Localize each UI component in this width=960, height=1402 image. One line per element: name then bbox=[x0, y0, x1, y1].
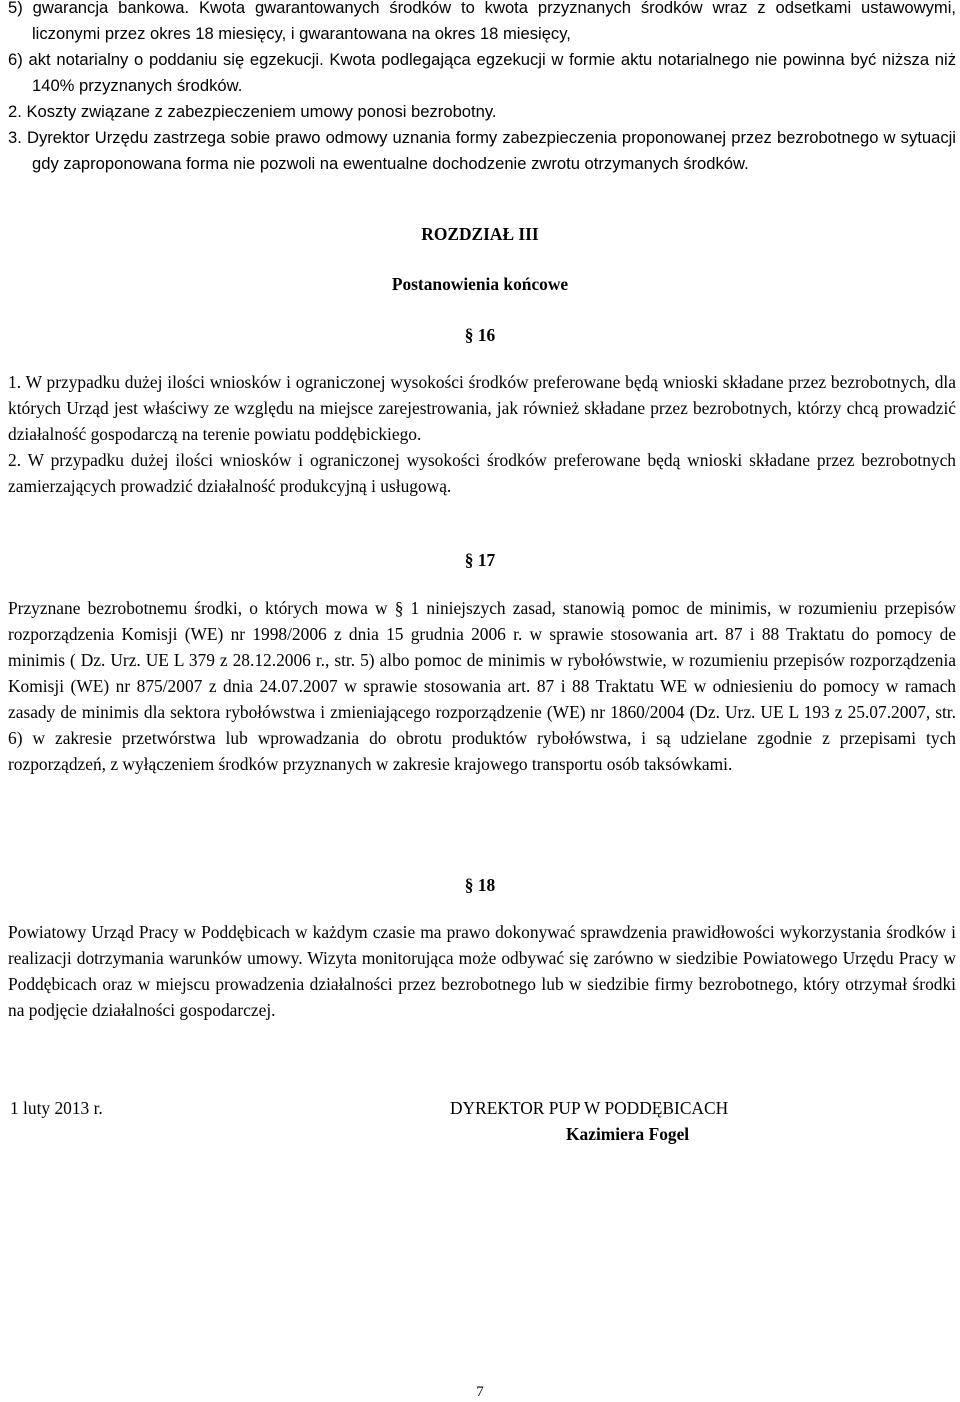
section-16-paragraph-1: 1. W przypadku dużej ilości wniosków i ograniczonej wysokości środków preferowane będą wnioski składane przez bezrobotnych, dla których Urząd jest właściwy ze względu na miejsce zarejestrowania, jak również składane przez bezrobotnych, którzy chcą prowadzić działalność gospodarczą na terenie powiatu poddębickiego. bbox=[8, 372, 956, 444]
section-17-body bbox=[8, 595, 956, 777]
paragraph-2: 2. Koszty związane z zabezpieczeniem umowy ponosi bezrobotny. bbox=[8, 102, 497, 121]
page-number: 7 bbox=[476, 1384, 484, 1400]
section-17-paragraph: Przyznane bezrobotnemu środki, o których mowa w § 1 niniejszych zasad, stanowią pomoc de minimis, w rozumieniu przepisów rozporządzenia Komisji (WE) nr 1998/2006 z dnia 15 grudnia 2006 r. w sprawie stosowania art. 87 i 88 Traktatu do pomocy de minimis ( Dz. Urz. UE L 379 z 28.12.2006 r., str. 5) albo pomoc de minimis w rybołówstwie, w rozumieniu przepisów rozporządzenia Komisji (WE) nr 875/2007 z dnia 24.07.2007 w sprawie stosowania art. 87 i 88 Traktatu WE w odniesieniu do pomocy w ramach zasady de minimis dla sektora rybołówstwa i zmieniającego rozporządzenie (WE) nr 1860/2004 (Dz. Urz. UE L 193 z 25.07.2007, str. 6) w zakresie przetwórstwa lub wprowadzania do obrotu produktów rybołówstwa, i są udzielane zgodnie z przepisami tych rozporządzeń, z wyłączeniem środków przyznanych w zakresie krajowego transportu osób taksówkami. bbox=[8, 598, 956, 774]
section-18-heading: § 18 bbox=[464, 875, 496, 895]
section-16-heading: § 16 bbox=[464, 325, 496, 345]
section-16-body bbox=[8, 369, 956, 499]
chapter-subtitle: Postanowienia końcowe bbox=[391, 274, 569, 294]
director-name: Kazimiera Fogel bbox=[566, 1124, 690, 1144]
section-16-paragraph-2: 2. W przypadku dużej ilości wniosków i ograniczonej wysokości środków preferowane będą wnioski składane przez bezrobotnych zamierzających prowadzić działalność produkcyjną i usługową. bbox=[8, 450, 956, 496]
section-18-body bbox=[8, 919, 956, 1023]
director-title: DYREKTOR PUP W PODDĘBICACH bbox=[450, 1098, 729, 1118]
paragraph-3: 3. Dyrektor Urzędu zastrzega sobie prawo odmowy uznania formy zabezpieczenia proponowanej przez bezrobotnego w sytuacji gdy zaproponowana forma nie pozwoli na ewentualne dochodzenie zwrotu otrzymanych środków. bbox=[8, 128, 956, 173]
list-item-6: 6) akt notarialny o poddaniu się egzekucji. Kwota podlegająca egzekucji w formie aktu notarialnego nie powinna być niższa niż 140% przyznanych środków. bbox=[8, 50, 956, 95]
list-item-5: 5) gwarancja bankowa. Kwota gwarantowanych środków to kwota przyznanych środków wraz z odsetkami ustawowymi, liczonymi przez okres 18 miesięcy, i gwarantowana na okres 18 miesięcy, bbox=[8, 0, 956, 43]
top-list bbox=[8, 0, 956, 177]
section-18-paragraph: Powiatowy Urząd Pracy w Poddębicach w każdym czasie ma prawo dokonywać sprawdzenia prawidłowości wykorzystania środków i realizacji dotrzymania warunków umowy. Wizyta monitorująca może odbywać się zarówno w siedzibie Powiatowego Urzędu Pracy w Poddębicach oraz w miejscu prowadzenia działalności przez bezrobotnego lub w siedzibie firmy bezrobotnego, który otrzymał środki na podjęcie działalności gospodarczej. bbox=[8, 922, 956, 1020]
section-17-heading: § 17 bbox=[464, 550, 496, 570]
chapter-title: ROZDZIAŁ III bbox=[421, 224, 539, 244]
document-date: 1 luty 2013 r. bbox=[10, 1098, 103, 1118]
